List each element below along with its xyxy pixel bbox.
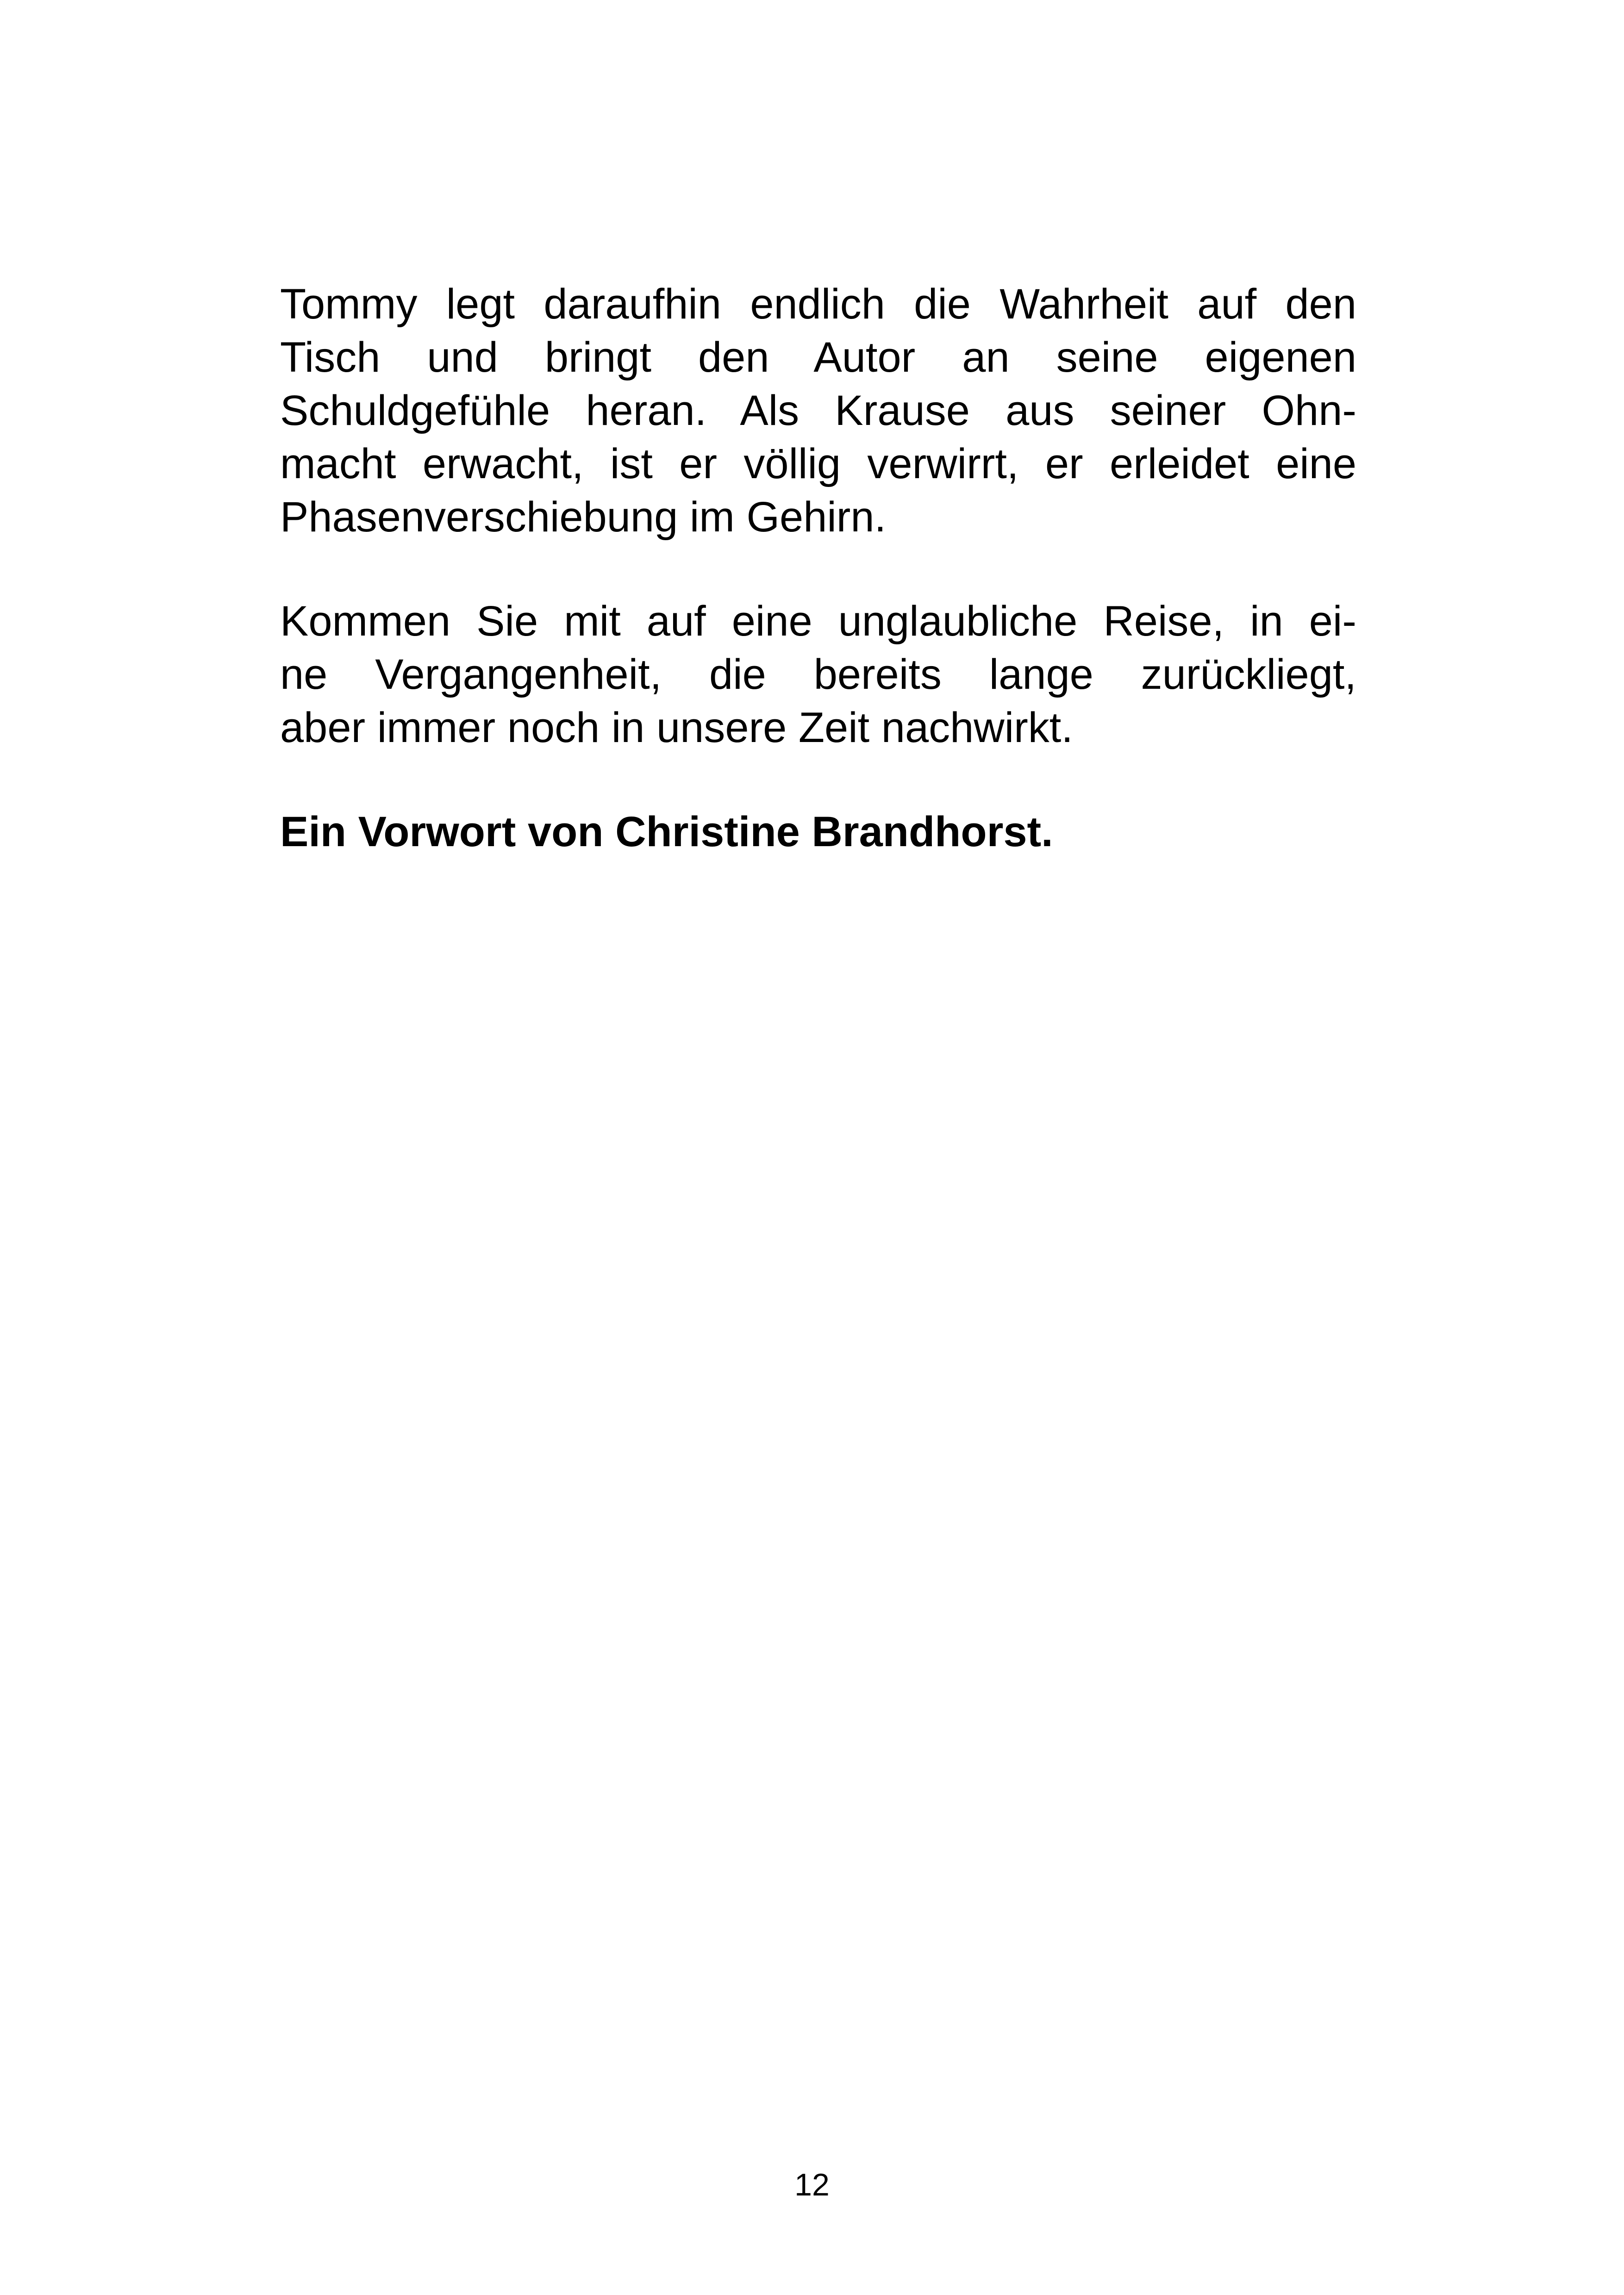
text-line: Kommen Sie mit auf eine unglaubliche Reise, in ei- — [280, 598, 1356, 645]
text-line: aber immer noch in unsere Zeit nachwirkt. — [280, 704, 1073, 751]
text-line: ne Vergangenheit, die bereits lange zurückliegt, — [280, 651, 1356, 698]
body-text — [280, 278, 1356, 910]
closing-line — [280, 805, 1356, 859]
text-line: macht erwacht, ist er völlig verwirrt, er erleidet eine — [280, 440, 1356, 487]
paragraph-2 — [280, 595, 1356, 755]
text-line: Tisch und bringt den Autor an seine eigenen — [280, 334, 1356, 381]
text-line: Tommy legt daraufhin endlich die Wahrheit auf den — [280, 281, 1356, 328]
text-line: Phasenverschiebung im Gehirn. — [280, 493, 887, 541]
preface-credit: Ein Vorwort von Christine Brandhorst. — [280, 808, 1053, 855]
page-number: 12 — [794, 2167, 830, 2202]
paragraph-1 — [280, 278, 1356, 544]
text-line: Schuldgefühle heran. Als Krause aus seiner Ohn- — [280, 387, 1356, 434]
